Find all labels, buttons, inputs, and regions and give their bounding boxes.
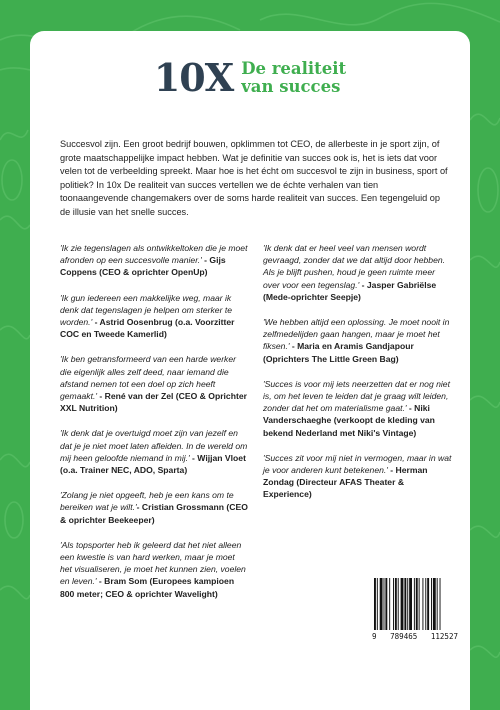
barcode-bar (374, 578, 376, 630)
barcode-bar (384, 578, 385, 630)
barcode-bar (377, 578, 378, 630)
barcode-bar (393, 578, 394, 630)
quote-text: 'We hebben altijd een oplossing. Je moet nooit in zelfmedelijden gaan hangen, maar je moet het fiksen.' (263, 317, 450, 352)
quote (60, 489, 249, 526)
barcode-bar (414, 578, 415, 630)
quote (263, 242, 452, 303)
quote-text: 'Ik denk dat er heel veel van mensen wordt gevraagd, zonder dat we dat altijd door hebben. Als je blijft pushen, houd je geen ruimte meer over voor een tegenslag.' (263, 243, 446, 290)
quote-author: - Wijjan Vloet (o.a. Trainer NEC, ADO, Sparta) (60, 452, 246, 476)
barcode-bar (401, 578, 404, 630)
title-line-1: De realiteit (241, 59, 347, 78)
barcode-bar (409, 578, 412, 630)
barcode-bar (398, 578, 399, 630)
isbn-barcode (370, 576, 460, 644)
quote (60, 539, 249, 600)
quote (263, 316, 452, 365)
quote-author: - Astrid Oosenbrug (o.a. Voorzitter COC en Tweede Kamerlid) (60, 317, 235, 340)
quote (60, 353, 249, 414)
quote-author: - Maria en Aramis Gandjapour (Oprichters The Little Green Bag) (263, 341, 414, 364)
quotes-columns (60, 242, 452, 613)
title-line-2: van succes (241, 77, 341, 96)
quote-author: - Herman Zondag (Directeur AFAS Theater & Experience) (263, 465, 428, 500)
barcode-bar (433, 578, 436, 630)
barcode-bar (395, 578, 397, 630)
quote-text: 'Ik denk dat je overtuigd moet zijn van jezelf en dat je je niet moet laten afleiden. In de wereld om mij heen geloofde niemand in mij.' (60, 428, 248, 463)
barcode-bars (370, 576, 460, 632)
title-number: 10X (153, 55, 234, 100)
barcode-bar (407, 578, 408, 630)
quote (60, 292, 249, 341)
quote-author: - Bram Som (Europees kampioen 800 meter; CEO & oprichter Wavelight) (60, 576, 235, 599)
quote (60, 242, 249, 279)
title-subtitle (241, 60, 346, 96)
quote (263, 452, 452, 501)
barcode-bar (419, 578, 420, 630)
quote-text: 'Als topsporter heb ik geleerd dat het niet alleen een kwestie is van hard werken, maar je moet het visualiseren, je moet het kunnen zien, voelen en leven.' (60, 539, 246, 587)
barcode-digit-1: 9 (372, 632, 377, 641)
quote-author: - René van der Zel (CEO & Oprichter XXL Nutrition) (60, 391, 247, 414)
barcode-number (370, 632, 460, 641)
barcode-bar (385, 578, 387, 630)
barcode-bar (404, 578, 406, 630)
quote (60, 427, 249, 476)
quote-text: 'Succes is voor mij iets neerzetten dat er nog niet is, om het leven te leiden dat je graag wilt leiden, zonder dat het om materialisme gaat.' (263, 378, 450, 414)
barcode-bar (440, 578, 441, 630)
barcode-digits-2: 789465 (390, 632, 418, 641)
quote-text: 'Ik ben getransformeerd van een harde werker die eigenlijk alles zelf deed, naar iemand die afstand nemen tot een doel op zich heeft gemaakt.' (60, 354, 236, 402)
quote-text: 'Succes zit voor mij niet in vermogen, maar in wat je voor anderen kunt betekenen.' (263, 452, 452, 476)
book-title (30, 55, 470, 100)
barcode-bar (437, 578, 438, 630)
quotes-right-column (263, 242, 452, 613)
barcode-bar (389, 578, 390, 630)
quote-author: - Gijs Coppens (CEO & oprichter OpenUp) (60, 255, 226, 278)
quote-text: 'Zolang je niet opgeeft, heb je een kans om te bereiken wat je wilt.' (60, 490, 234, 513)
quotes-left-column (60, 242, 249, 613)
barcode-bar (431, 578, 432, 630)
barcode-bar (380, 578, 383, 630)
intro-paragraph: Succesvol zijn. Een groot bedrijf bouwen, opklimmen tot CEO, de allerbeste in je sport zijn, of grote maatschappelijke impact hebben. Wat je definitie van succes ook is, het is iets dat voor velen tot de verbeelding spreekt. Maar hoe is het écht om succesvol te zijn in business, sport of politiek? In 10x De realiteit van succes vertellen we de échte verhalen van tien toonaangevende changemakers over de soms harde realiteit van succes. Een tegengeluid op de illusie van het snelle succes. (60, 139, 448, 217)
quote-author: - Jasper Gabriëlse (Mede-oprichter Seepje) (263, 279, 437, 302)
quote-author: - Niki Vanderschaeghe (verkoopt de kleding van bekend Nederland met Niki's Vintage) (263, 403, 435, 438)
barcode-digits-3: 112527 (430, 632, 458, 641)
cover-card (30, 31, 470, 710)
barcode-bar (422, 578, 423, 630)
barcode-bar (425, 578, 426, 630)
quote-text: 'Ik zie tegenslagen als ontwikkeltoken die je moet afronden op een succesvolle manier.' (60, 243, 248, 266)
barcode-bar (416, 578, 418, 630)
quote-author: - Cristian Grossmann (CEO & oprichter Beekeeper) (60, 502, 248, 525)
quote-text: 'Ik gun iedereen een makkelijke weg, maar ik denk dat tegenslagen je helpen om sterker te worden.' (60, 292, 232, 328)
quote (263, 378, 452, 439)
barcode-bar (427, 578, 429, 630)
